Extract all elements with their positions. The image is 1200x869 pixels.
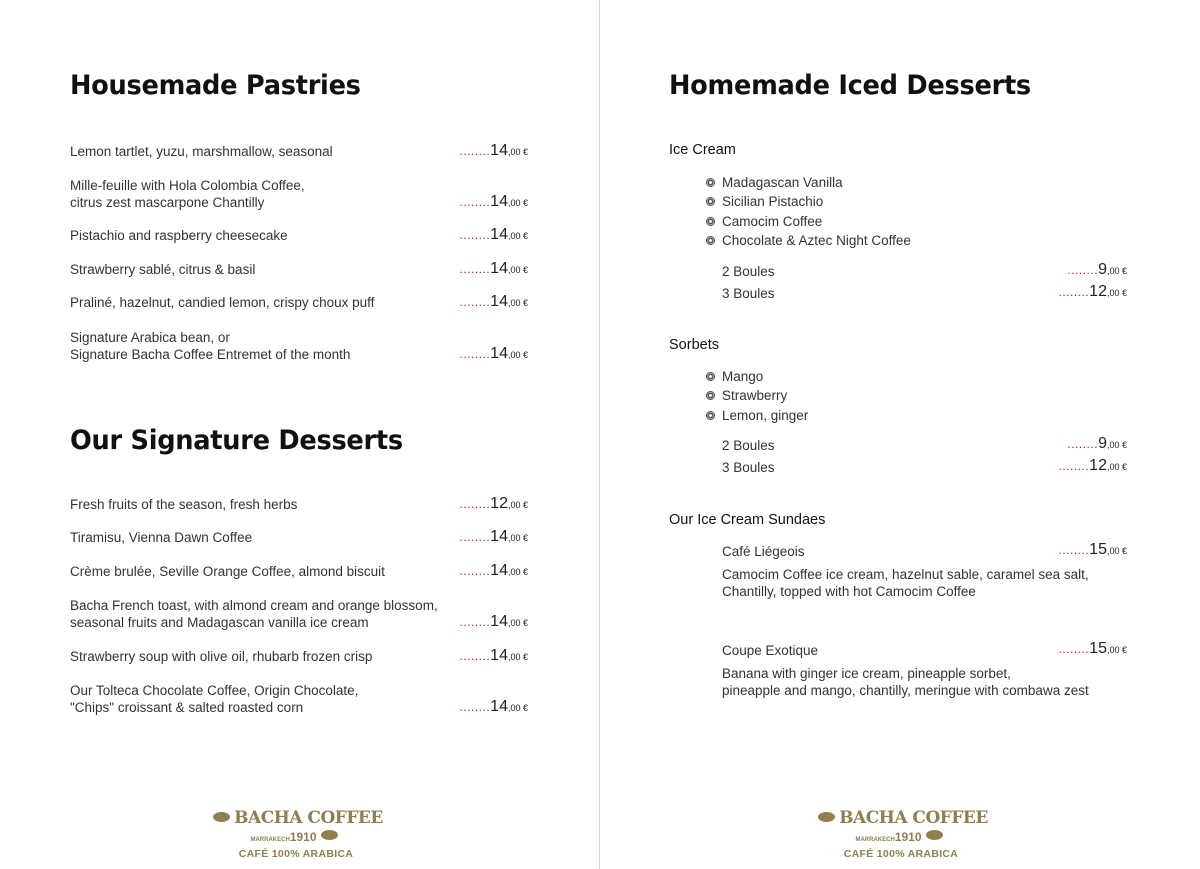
price-value: 12 (490, 495, 508, 512)
flavor-item (706, 232, 911, 249)
sundae-description: Chantilly, topped with hot Camocim Coffee (722, 584, 976, 599)
price-leader-dots: ........ (459, 295, 491, 309)
section-title-signature: Our Signature Desserts (70, 425, 403, 456)
price-leader-dots: ........ (1067, 437, 1099, 451)
price-leader-dots: ........ (459, 564, 491, 578)
flavor-name: Strawberry (722, 388, 788, 404)
price (368, 293, 528, 312)
menu-item-text: Bacha French toast, with almond cream and orange blossom, (70, 598, 438, 613)
price-leader-dots: ........ (459, 347, 491, 361)
flavor-item (706, 174, 843, 191)
bullet-icon (706, 236, 715, 245)
price-value: 14 (490, 698, 508, 715)
menu-item-text: Tiramisu, Vienna Dawn Coffee (70, 530, 253, 545)
coffee-bean-icon (213, 812, 230, 822)
price-leader-dots: ........ (459, 615, 491, 629)
logo-tagline: CAFÉ 100% ARABICA (238, 848, 354, 860)
price-value: 14 (490, 260, 508, 277)
price-value: 14 (490, 647, 508, 664)
price-value: 14 (490, 613, 508, 630)
price-leader-dots: ........ (1058, 284, 1090, 299)
price (967, 541, 1127, 560)
menu-item-text: Pistachio and raspberry cheesecake (70, 228, 288, 243)
price-cents: ,00 € (507, 703, 528, 713)
price-cents: ,00 € (1106, 440, 1127, 450)
price-leader-dots: ........ (459, 144, 491, 158)
bacha-coffee-logo (781, 808, 1021, 860)
option-label: 3 Boules (722, 285, 775, 301)
coffee-bean-icon (926, 830, 943, 840)
price-cents: ,00 € (507, 298, 528, 308)
price (368, 647, 528, 666)
logo-city: MARRAKECH (250, 837, 290, 843)
price-cents: ,00 € (507, 147, 528, 157)
option-label: 3 Boules (722, 459, 775, 475)
subsection-heading: Ice Cream (669, 142, 736, 158)
price-value: 9 (1098, 435, 1107, 452)
page-divider (599, 0, 600, 869)
price-leader-dots: ........ (1058, 642, 1090, 656)
menu-item-text: Lemon tartlet, yuzu, marshmallow, seasonal (70, 144, 333, 159)
price (368, 260, 528, 279)
price-cents: ,00 € (507, 567, 528, 577)
flavor-item (706, 193, 823, 210)
price-leader-dots: ........ (459, 700, 491, 714)
menu-item-text: Praliné, hazelnut, candied lemon, crispy choux puff (70, 295, 375, 310)
price (368, 698, 528, 717)
price-cents: ,00 € (507, 618, 528, 628)
price-cents: ,00 € (1106, 645, 1127, 655)
flavor-name: Camocim Coffee (722, 213, 823, 229)
logo-brand: BACHA COFFEE (839, 808, 988, 828)
price-value: 14 (490, 142, 508, 159)
price-leader-dots: ........ (459, 228, 491, 242)
price-cents: ,00 € (507, 265, 528, 275)
coffee-bean-icon (321, 830, 338, 840)
price (967, 283, 1127, 302)
bullet-icon (706, 411, 715, 420)
logo-tagline: CAFÉ 100% ARABICA (843, 848, 959, 860)
bacha-coffee-logo (176, 808, 416, 860)
price (368, 345, 528, 364)
menu-item-text: seasonal fruits and Madagascan vanilla ice cream (70, 615, 369, 630)
logo-city: MARRAKECH (855, 837, 895, 843)
menu-item-text: Mille-feuille with Hola Colombia Coffee, (70, 178, 305, 193)
section-title-pastries: Housemade Pastries (70, 70, 361, 101)
price-cents: ,00 € (507, 198, 528, 208)
menu-item-text: Our Tolteca Chocolate Coffee, Origin Chocolate, (70, 683, 359, 698)
sundae-description: pineapple and mango, chantilly, meringue with combawa zest (722, 683, 1089, 698)
menu-item-text: "Chips" croissant & salted roasted corn (70, 700, 304, 715)
price-leader-dots: ........ (1058, 458, 1090, 473)
menu-item-text: Strawberry soup with olive oil, rhubarb frozen crisp (70, 649, 373, 664)
price-cents: ,00 € (507, 533, 528, 543)
price-value: 12 (1089, 456, 1107, 474)
price-value: 14 (490, 562, 508, 579)
price-leader-dots: ........ (459, 262, 491, 276)
bullet-icon (706, 197, 715, 206)
price-cents: ,00 € (1106, 461, 1127, 472)
price (967, 261, 1127, 280)
price-leader-dots: ........ (1067, 263, 1099, 277)
price-leader-dots: ........ (459, 497, 491, 511)
menu-item-text: Signature Arabica bean, or (70, 330, 230, 345)
price-value: 14 (490, 226, 508, 243)
menu-item-text: Signature Bacha Coffee Entremet of the month (70, 347, 351, 362)
flavor-name: Madagascan Vanilla (722, 175, 843, 190)
price-value: 15 (1089, 541, 1107, 558)
sundae-name: Café Liégeois (722, 544, 805, 559)
flavor-item (706, 407, 808, 424)
flavor-name: Chocolate & Aztec Night Coffee (722, 232, 911, 248)
flavor-item (706, 213, 822, 230)
menu-item-text: Strawberry sablé, citrus & basil (70, 262, 256, 277)
price-cents: ,00 € (507, 350, 528, 360)
price (967, 457, 1127, 476)
bullet-icon (706, 178, 715, 187)
price (368, 495, 528, 514)
option-label: 2 Boules (722, 438, 775, 453)
bullet-icon (706, 217, 715, 226)
menu-item-text: citrus zest mascarpone Chantilly (70, 195, 265, 210)
option-label: 2 Boules (722, 264, 775, 279)
price-leader-dots: ........ (459, 530, 491, 544)
price-cents: ,00 € (507, 231, 528, 241)
price (967, 640, 1127, 659)
logo-year: 1910 (894, 830, 922, 844)
price-leader-dots: ........ (1058, 543, 1090, 557)
price (368, 193, 528, 212)
price-value: 14 (490, 345, 508, 362)
sundae-description: Camocim Coffee ice cream, hazelnut sable, caramel sea salt, (722, 567, 1089, 582)
price-value: 14 (490, 193, 508, 210)
flavor-name: Mango (722, 369, 764, 384)
price (368, 528, 528, 547)
flavor-item (706, 387, 787, 404)
coffee-bean-icon (818, 812, 835, 822)
price-cents: ,00 € (1106, 287, 1127, 298)
logo-brand: BACHA COFFEE (234, 808, 383, 828)
price (368, 226, 528, 245)
logo-year: 1910 (289, 830, 317, 844)
sundae-name: Coupe Exotique (722, 643, 819, 658)
menu-item-text: Fresh fruits of the season, fresh herbs (70, 497, 298, 512)
flavor-name: Lemon, ginger (722, 407, 809, 423)
sundae-description: Banana with ginger ice cream, pineapple sorbet, (722, 666, 1011, 681)
price-cents: ,00 € (1106, 266, 1127, 276)
price-leader-dots: ........ (459, 649, 491, 663)
subsection-heading: Sorbets (669, 337, 719, 353)
price-value: 15 (1089, 640, 1107, 657)
section-title-iced: Homemade Iced Desserts (669, 70, 1031, 101)
bullet-icon (706, 391, 715, 400)
flavor-item (706, 368, 763, 385)
price-cents: ,00 € (507, 500, 528, 510)
price-value: 9 (1098, 261, 1107, 278)
price (368, 142, 528, 161)
price-leader-dots: ........ (459, 195, 491, 209)
subsection-heading: Our Ice Cream Sundaes (669, 512, 826, 528)
price-value: 12 (1089, 282, 1107, 300)
price-cents: ,00 € (1106, 546, 1127, 556)
flavor-name: Sicilian Pistachio (722, 194, 824, 210)
price-value: 14 (490, 528, 508, 545)
price-cents: ,00 € (507, 652, 528, 662)
price (368, 562, 528, 581)
price (368, 613, 528, 632)
bullet-icon (706, 372, 715, 381)
menu-item-text: Crème brulée, Seville Orange Coffee, almond biscuit (70, 564, 385, 579)
price (967, 435, 1127, 454)
price-value: 14 (490, 293, 508, 310)
